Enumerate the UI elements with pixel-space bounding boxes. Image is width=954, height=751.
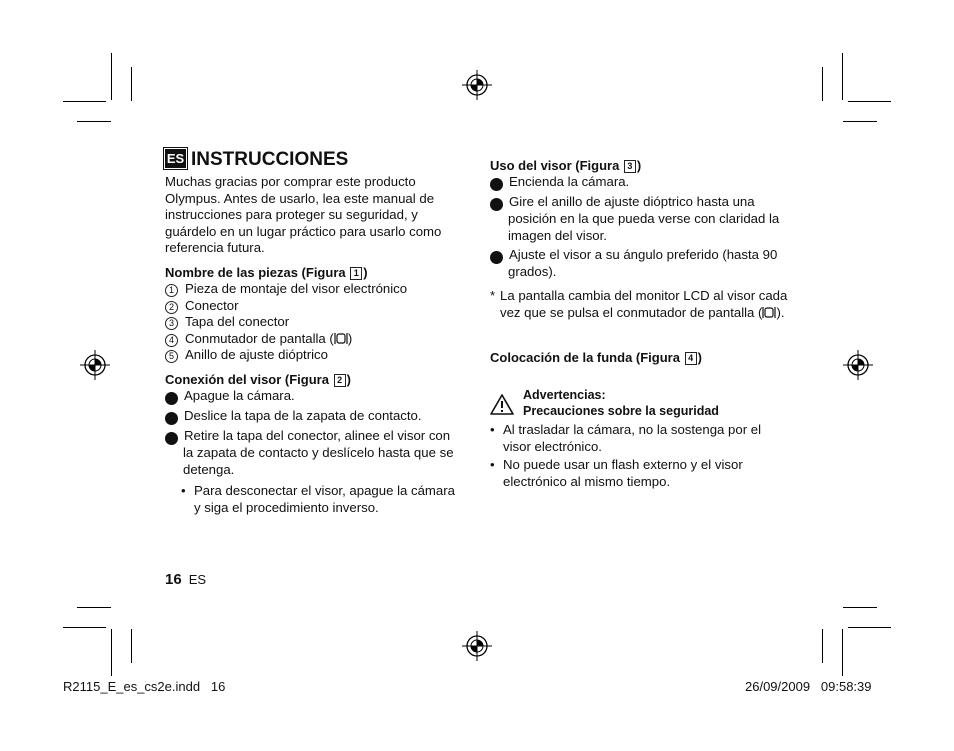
list-item: 3 Ajuste el visor a su ángulo preferido (hasta 90 grados). (484, 247, 778, 279)
registration-mark-icon (462, 70, 492, 100)
list-item: 3 Retire la tapa del conector, alinee el visor con la zapata de contacto y deslícelo hasta que se detenga. (159, 428, 454, 477)
page-title (165, 149, 348, 171)
crop-mark (63, 627, 106, 628)
registration-mark-icon (462, 631, 492, 661)
crop-mark (848, 101, 891, 102)
slug-date: 26/09/2009 09:58:39 (745, 679, 872, 694)
parts-list (165, 281, 465, 364)
crop-mark (111, 53, 112, 100)
list-item: • Al trasladar la cámara, no la sostenga por el visor electrónico. (490, 422, 762, 454)
title-text: INSTRUCCIONES (191, 149, 349, 170)
warning-subtitle: Precauciones sobre la seguridad (523, 404, 719, 418)
list-item: 2 Deslice la tapa de la zapata de contacto. (159, 408, 422, 424)
list-item: 1 Encienda la cámara. (484, 174, 630, 190)
language-badge: ES (166, 151, 185, 166)
list-item: 1 Apague la cámara. (159, 388, 295, 404)
list-item: 4 Conmutador de pantalla ( ) (165, 331, 465, 348)
case-heading: Colocación de la funda (Figura 4 ) (490, 350, 702, 365)
crop-mark (842, 53, 843, 100)
list-item: 2 Conector (165, 298, 465, 315)
connect-heading: Conexión del visor (Figura 2 ) (165, 372, 351, 387)
figure-ref: 2 (334, 374, 346, 387)
crop-mark (822, 67, 823, 101)
display-switch-icon (762, 307, 776, 318)
registration-mark-icon (80, 350, 110, 380)
crop-mark (111, 629, 112, 676)
figure-ref: 4 (685, 352, 697, 365)
crop-mark (77, 607, 111, 608)
list-item: 2 Gire el anillo de ajuste dióptrico hasta una posición en la que pueda verse con claridad la imagen del visor. (484, 194, 780, 243)
parts-heading: Nombre de las piezas (Figura 1 ) (165, 265, 368, 280)
use-heading: Uso del visor (Figura 3 ) (490, 158, 642, 173)
figure-ref: 1 (350, 267, 362, 280)
intro-paragraph: Muchas gracias por comprar este producto Olympus. Antes de usarlo, lea este manual de instrucciones para proteger su seguridad, y guárdelo en un lugar práctico para usarlo como referencia futura. (165, 174, 442, 255)
page-number: 16 ES (165, 571, 207, 588)
crop-mark (822, 629, 823, 663)
warning-title: Advertencias: (523, 388, 606, 402)
list-item: 1 Pieza de montaje del visor electrónico (165, 281, 465, 298)
slug-filename: R2115_E_es_cs2e.indd 16 (63, 679, 226, 694)
crop-mark (77, 121, 111, 122)
warning-triangle-icon (490, 394, 514, 415)
use-note: * La pantalla cambia del monitor LCD al visor cada vez que se pulsa el conmutador de pantalla ( ). (490, 288, 788, 320)
connect-steps (159, 388, 465, 478)
connect-note: • Para desconectar el visor, apague la cámara y siga el procedimiento inverso. (181, 483, 455, 515)
list-item: 5 Anillo de ajuste dióptrico (165, 347, 465, 364)
crop-mark (131, 629, 132, 663)
use-steps (484, 174, 790, 281)
warning-list (490, 422, 790, 490)
crop-mark (848, 627, 891, 628)
registration-mark-icon (843, 350, 873, 380)
figure-ref: 3 (624, 160, 636, 173)
crop-mark (63, 101, 106, 102)
crop-mark (843, 121, 877, 122)
crop-mark (131, 67, 132, 101)
crop-mark (843, 607, 877, 608)
crop-mark (842, 629, 843, 676)
display-switch-icon (334, 333, 348, 344)
list-item: • No puede usar un flash externo y el visor electrónico al mismo tiempo. (490, 457, 743, 489)
list-item: 3 Tapa del conector (165, 314, 465, 331)
